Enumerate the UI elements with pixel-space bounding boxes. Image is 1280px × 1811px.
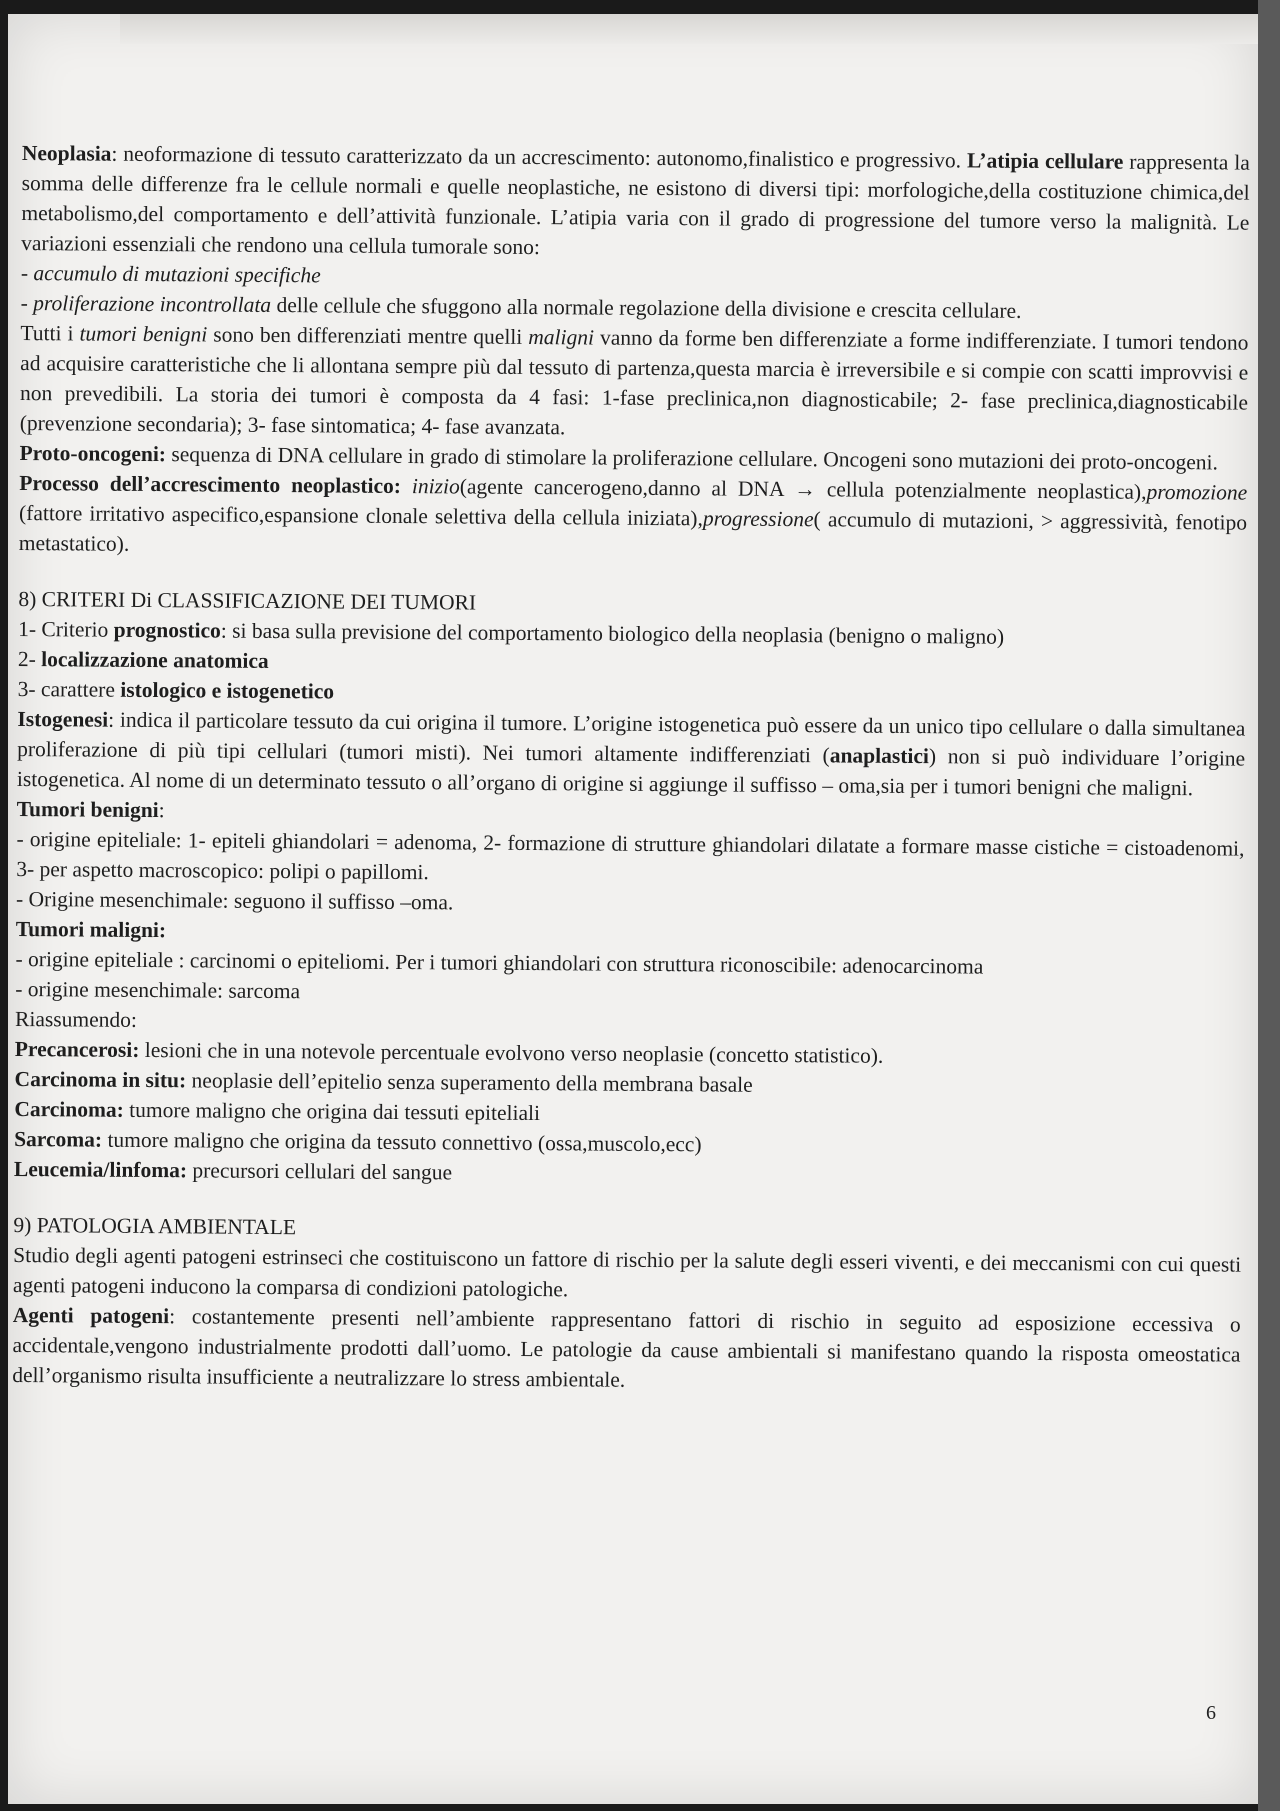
text: (agente cancerogeno,danno al DNA → cellula potenzialmente neoplastica), [459,474,1147,504]
text: Sarcoma: [14,1126,103,1152]
text: ( accumulo di mutazioni, > aggressività, fenotipo metastatico). [18,507,1248,556]
text: 2- [17,646,42,672]
text: (fattore irritativo aspecifico,espansione clonale selettiva della cellula iniziata), [18,500,704,531]
text: Carcinoma: [14,1096,124,1122]
paragraph: Studio degli agenti patogeni estrinseci che costituiscono un fattore di rischio per la salute degli esseri viventi, e dei meccanismi con cui questi agenti patogeni inducono la comparsa di condizioni patologiche. [12,1242,1242,1302]
text: localizzazione anatomica [41,647,269,673]
section-heading: 9) PATOLOGIA AMBIENTALE [13,1212,297,1240]
document-body [12,138,1250,1400]
text: tumori benigni [79,321,208,347]
page-number: 6 [1206,1702,1216,1724]
text: sequenza di DNA cellulare in grado di stimolare la proliferazione cellulare. Oncogeni sono mutazioni dei proto-oncogeni. [165,442,1219,475]
text: progressione [702,506,814,532]
processo-paragraph [19,468,1248,568]
text: Carcinoma in situ: [14,1066,187,1093]
text: : costantemente presenti nell’ambiente rappresentano fattori di rischio in seguito ad esposizione eccessiva o accidentale,vengono industrialmente prodotti dall’uomo. Le patologie da cause ambientali si manifestano quando la risposta omeostatica dell’organismo risulta insufficiente a neutralizzare lo stress ambientale. [12,1304,1241,1392]
term-agenti-patogeni: Agenti patogeni [12,1302,170,1329]
text: - accumulo di mutazioni specifiche [20,260,321,288]
text: : neoformazione di tessuto caratterizzato da un accrescimento: autonomo,finalistico e progressivo. [111,141,968,173]
text: tumore maligno che origina da tessuto connettivo (ossa,muscolo,ecc) [102,1127,702,1157]
text: Precancerosi: [14,1036,140,1062]
text: rappresenta la somma delle differenze fra le cellule normali e quelle neoplastiche, ne esistono di diversi tipi: morfologiche,della costituzione chimica,del metabolismo,del comportamento e dell’attività funzionale. L’atipia varia con il grado di progressione del tumore verso la malignità. Le variazioni essenziali che rendono una cellula tumorale sono: [21,149,1250,260]
text: Tutti i [20,320,80,346]
text: neoplasie dell’epitelio senza superamento della membrana basale [186,1068,753,1097]
term-istogenesi: Istogenesi [17,706,109,732]
text: prognostico [113,617,221,643]
text: : [158,798,165,823]
text: Tumori benigni [16,796,159,823]
text: vanno da forme ben differenziate a forme indifferenziate. I tumori tendono ad acquisire caratteristiche che li allontana sempre più dal tessuto di partenza,questa marcia è irreversibile e si compie con scatti improvvisi e non prevedibili. La storia dei tumori è composta da 4 fasi: 1-fase preclinica,non diagnosticabile; 2- fase preclinica,diagnosticabile (prevenzione secondaria); 3- fase sintomatica; 4- fase avanzata. [19,325,1249,440]
term-neoplasia: Neoplasia [21,140,112,166]
page-fold-shadow [120,14,1260,44]
list-item: - origine epiteliale : carcinomi o epiteliomi. Per i tumori ghiandolari con struttura riconoscibile: adenocarcinoma [15,946,984,979]
tumori-paragraph [20,318,1249,448]
text: - proliferazione incontrollata [20,290,272,317]
list-item: - origine epiteliale: 1- epiteli ghiandolari = adenoma, 2- formazione di strutture ghiandolari dilatate a formare masse cistiche = cistoadenomi, 3- per aspetto macroscopico: polipi o papillomi. [16,826,1245,885]
text: 3- carattere [17,676,121,702]
text: Leucemia/linfoma: [13,1156,188,1183]
text: sono ben differenziati mentre quelli [207,322,529,349]
list-item: - Origine mesenchimale: seguono il suffisso –oma. [15,886,454,915]
agenti-paragraph [12,1300,1241,1400]
text: : indica il particolare tessuto da cui origina il tumore. L’origine istogenetica può essere da un unico tipo cellulare o dalla simultanea proliferazione di più tipi cellulari (tumori misti). Nei tumori altamente indifferenziati ( [17,707,1246,768]
text: anaplastici [829,743,930,769]
text: istologico e istogenetico [120,677,335,704]
neoplasia-paragraph [21,138,1250,268]
term-processo: Processo dell’accrescimento neoplastico: [19,470,402,498]
riassumendo: Riassumendo: [14,1006,138,1032]
list-item: - origine mesenchimale: sarcoma [15,976,301,1004]
text: inizio [400,473,460,499]
text: lesioni che in una notevole percentuale evolvono verso neoplasie (concetto statistico). [139,1037,884,1068]
text: 1- Criterio [18,616,114,642]
istogenesi-paragraph [17,704,1246,804]
scan-edge [1258,0,1280,1811]
text: delle cellule che sfuggono alla normale regolazione della divisione e crescita cellulare. [271,292,1022,323]
section-heading: 8) CRITERI Di CLASSIFICAZIONE DEI TUMORI [18,586,477,615]
text: : si basa sulla previsione del comportamento biologico della neoplasia (benigno o maligno) [220,618,1005,649]
text: tumore maligno che origina dai tessuti epiteliali [123,1097,541,1126]
text: maligni [528,324,595,350]
term-atipia: L’atipia cellulare [966,148,1124,174]
text: precursori cellulari del sangue [186,1158,453,1185]
term-proto-oncogeni: Proto-oncogeni: [19,440,167,467]
text: ) non si può individuare l’origine istogenetica. Al nome di un determinato tessuto o all’organo di origine si aggiunge il suffisso – oma,sia per i tumori benigni che maligni. [16,744,1246,801]
text: Tumori maligni: [15,916,167,943]
text: promozione [1146,479,1248,505]
